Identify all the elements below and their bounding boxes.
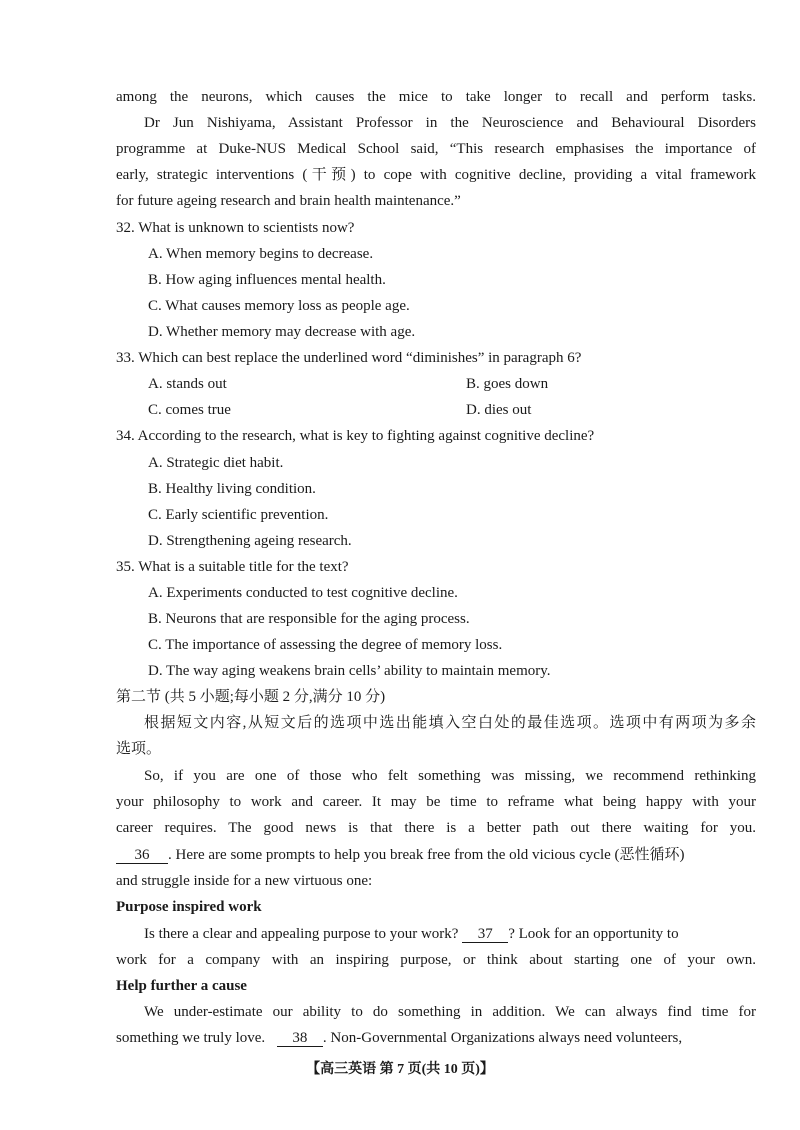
blank-37[interactable]: 37 [462, 926, 508, 943]
question-34-option-c: C. Early scientific prevention. [148, 507, 329, 523]
question-35-option-c: C. The importance of assessing the degree of memory loss. [148, 637, 503, 653]
passage-line [116, 1029, 682, 1047]
passage-line: your philosophy to work and career. It may be time to reframe what being happy with your [116, 794, 756, 810]
section-2-instruction: 选项。 [116, 741, 162, 757]
passage-text: ? Look for an opportunity to [508, 926, 679, 942]
question-33-stem: 33. Which can best replace the underlined word “diminishes” in paragraph 6? [116, 350, 582, 366]
passage-line: programme at Duke-NUS Medical School said, “This research emphasises the importance of [116, 141, 756, 157]
question-35-option-a: A. Experiments conducted to test cognitive decline. [148, 585, 458, 601]
subheading: Purpose inspired work [116, 899, 262, 915]
passage-text: . Non-Governmental Organizations always need volunteers, [322, 1030, 683, 1046]
passage-line: work for a company with an inspiring purpose, or think about starting one of your own. [116, 952, 756, 968]
passage-line: for future ageing research and brain health maintenance.” [116, 193, 461, 209]
question-32-option-a: A. When memory begins to decrease. [148, 246, 374, 262]
blank-38[interactable]: 38 [277, 1030, 323, 1047]
passage-text: something we truly love. [116, 1030, 266, 1046]
question-33-option-b: B. goes down [466, 376, 549, 392]
passage-line: and struggle inside for a new virtuous one: [116, 873, 373, 889]
passage-line: career requires. The good news is that there is a better path out there waiting for you. [116, 820, 756, 836]
passage-line: Dr Jun Nishiyama, Assistant Professor in the Neuroscience and Behavioural Disorders [144, 115, 756, 131]
question-33-option-a: A. stands out [148, 376, 227, 392]
question-34-option-d: D. Strengthening ageing research. [148, 533, 352, 549]
question-34-option-b: B. Healthy living condition. [148, 481, 316, 497]
question-33-option-d: D. dies out [466, 402, 532, 418]
passage-text: Is there a clear and appealing purpose to your work? [144, 926, 459, 942]
question-34-stem: 34. According to the research, what is key to fighting against cognitive decline? [116, 428, 595, 444]
question-32-option-d: D. Whether memory may decrease with age. [148, 324, 416, 340]
question-35-stem: 35. What is a suitable title for the text? [116, 559, 349, 575]
question-32-option-b: B. How aging influences mental health. [148, 272, 386, 288]
question-34-option-a: A. Strategic diet habit. [148, 455, 284, 471]
question-35-option-b: B. Neurons that are responsible for the aging process. [148, 611, 470, 627]
question-32-option-c: C. What causes memory loss as people age. [148, 298, 410, 314]
question-35-option-d: D. The way aging weakens brain cells’ ability to maintain memory. [148, 663, 551, 679]
section-2-heading: 第二节 (共 5 小题;每小题 2 分,满分 10 分) [116, 689, 386, 705]
passage-line: So, if you are one of those who felt something was missing, we recommend rethinking [144, 768, 756, 784]
passage-line [144, 925, 679, 943]
question-32-stem: 32. What is unknown to scientists now? [116, 220, 355, 236]
blank-36[interactable]: 36 [116, 847, 168, 864]
question-33-option-c: C. comes true [148, 402, 231, 418]
section-2-instruction: 根据短文内容,从短文后的选项中选出能填入空白处的最佳选项。选项中有两项为多余 [144, 715, 756, 731]
subheading: Help further a cause [116, 978, 247, 994]
page-footer: 【高三英语 第 7 页(共 10 页)】 [306, 1062, 494, 1077]
passage-line: among the neurons, which causes the mice to take longer to recall and perform tasks. [116, 89, 756, 105]
passage-line: early, strategic interventions (干预) to cope with cognitive decline, providing a vital framework [116, 167, 756, 183]
passage-line [116, 846, 685, 864]
passage-text: . Here are some prompts to help you break free from the old vicious cycle (恶性循环) [168, 847, 685, 863]
passage-line: We under-estimate our ability to do something in addition. We can always find time for [144, 1004, 756, 1020]
